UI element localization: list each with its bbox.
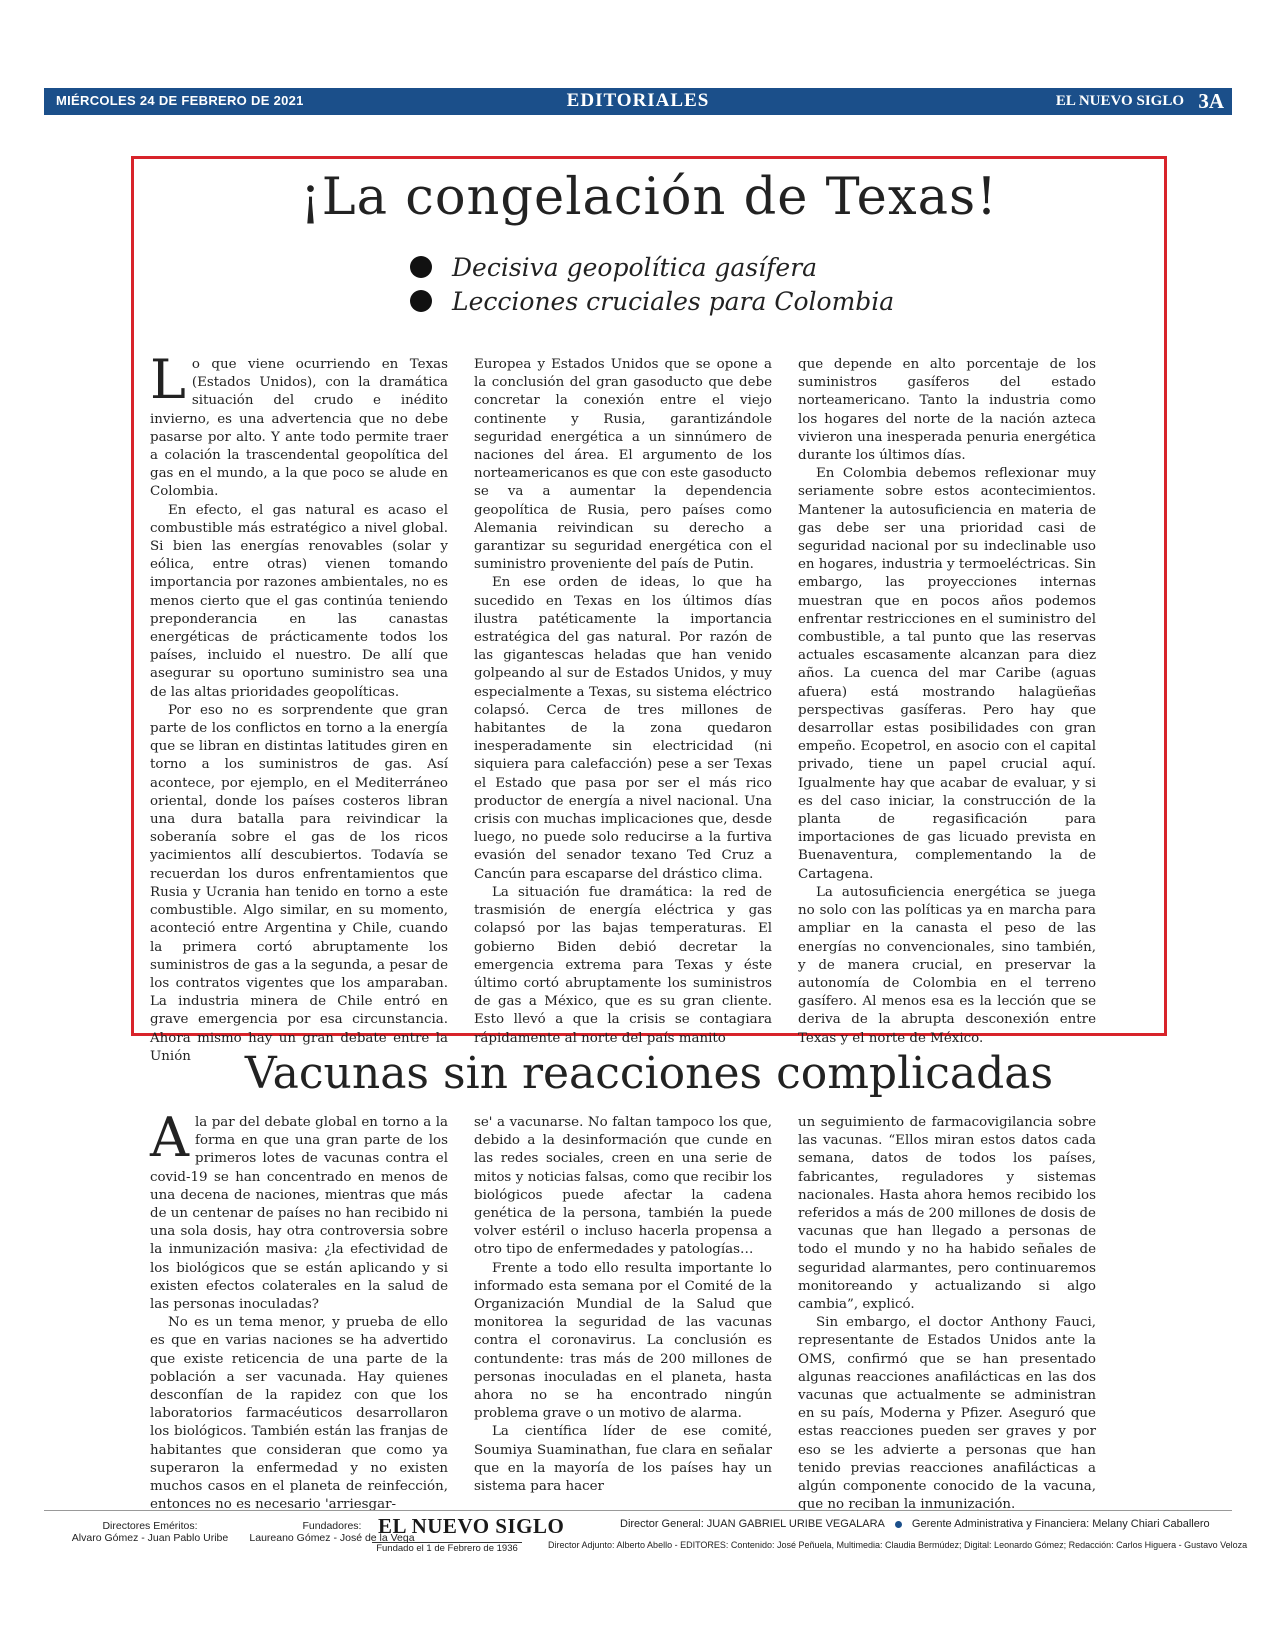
founded-line: Fundado el 1 de Febrero de 1936: [372, 1542, 522, 1554]
director-general: Director General: JUAN GABRIEL URIBE VEGALARA: [620, 1518, 885, 1530]
paragraph: En efecto, el gas natural es acaso el combustible más estratégico a nivel global. Si bien las energías renovables (solar y eólica, entre otras) vienen tomando importancia por razones ambientales, no es menos cierto que el gas continúa teniendo preponderancia en las canastas energéticas de prácticamente todos los países, incluido el nuestro. De allí que asegurar su oportuno suministro sea una de las altas prioridades geopolíticas.: [150, 502, 448, 700]
footer-divider: [44, 1510, 1232, 1511]
paragraph: En ese orden de ideas, lo que ha sucedido en Texas en los últimos días ilustra patéticamente la importancia estratégica del gas natural. Por razón de las gigantescas heladas que han venido golpeando al sur de Estados Unidos, y muy especialmente a Texas, su sistema eléctrico colapsó. Cerca de tres millones de habitantes de la zona quedaron inesperadamente sin electricidad (ni siquiera para calefacción) pese a ser Texas el Estado que pasa por ser el más rico productor de energía a nivel nacional. Una crisis con muchas implicaciones que, desde luego, no puede solo reducirse a la furtiva evasión del senador texano Ted Cruz a Cancún para escaparse del drástico clima.: [474, 575, 772, 882]
paragraph: que depende en alto porcentaje de los suministros gasíferos del estado norteamericano. Tanto la industria como los hogares del norte de la nación azteca vivieron una inesperada penuria energética durante los últimos días.: [798, 357, 1096, 464]
paragraph: La autosuficiencia energética se juega no solo con las políticas ya en marcha para ampliar en la canasta el peso de las energías no convencionales, sino también, y de manera crucial, en preservar la autonomía de Colombia en el terreno gasífero. Al menos esa es la lección que se deriva de la abrupta desconexión entre Texas y el norte de México.: [798, 884, 1096, 1046]
paragraph: [150, 1106, 448, 1314]
subhead-text: Lecciones cruciales para Colombia: [452, 286, 895, 316]
directors-label: Directores Eméritos:: [102, 1520, 198, 1532]
founders-label: Fundadores:: [302, 1520, 362, 1532]
drop-cap: L: [150, 348, 186, 411]
editorial-subheads: [410, 250, 894, 318]
directors-block: [50, 1520, 250, 1544]
section-header-bar: [44, 88, 1232, 115]
paragraph: se' a vacunarse. No faltan tampoco los que, debido a la desinformación que cunde en las redes sociales, creen en una serie de mitos y noticias falsas, como que recibir los biológicos puede afectar la cadena genética de la persona, también la puede volver estéril o incluso hacerla propensa a otro tipo de enfermedades y patologías…: [474, 1115, 772, 1258]
section-name: EDITORIALES: [566, 90, 710, 111]
masthead-line: [620, 1518, 1210, 1530]
paragraph: La científica líder de ese comité, Soumiya Suaminathan, fue clara en señalar que en la mayoría de los países hay un sistema para hacer: [474, 1424, 772, 1495]
editorial2-column-2: [474, 1114, 772, 1496]
paragraph: [150, 348, 448, 502]
paragraph-text: la par del debate global en torno a la forma en que una gran parte de los primeros lotes de vacunas contra el covid-19 se han concentrado en menos de una decena de naciones, mientras que más de un centenar de países no han recibido ni una sola dosis, hay otra controversia sobre la inmunización masiva: ¿la efectividad de los biológicos que se están aplicando y si existen efectos colaterales en la salud de las personas inoculadas?: [150, 1115, 448, 1313]
editorial-title: Vacunas sin reacciones complicadas: [244, 1048, 1054, 1099]
paragraph-text: o que viene ocurriendo en Texas (Estados Unidos), con la dramática situación del crudo e inédito invierno, es una advertencia que no debe pasarse por alto. Y ante todo permite traer a colación la trascendental geopolítica del gas en el mundo, a la que poco se alude en Colombia.: [150, 357, 448, 500]
editorial2-column-3: [798, 1114, 1096, 1514]
paragraph: En Colombia debemos reflexionar muy seriamente sobre estos acontecimientos. Mantener la autosuficiencia en materia de gas debe ser una prioridad casi de seguridad nacional por su indeclinable uso en hogares, industria y termoeléctricas. Sin embargo, las proyecciones internas muestran que en pocos años podemos enfrentar restricciones en el suministro del combustible, a tal punto que las reservas actuales escasamente alcanzan para diez años. La cuenca del mar Caribe (aguas afuera) está mostrando halagüeñas perspectivas gasíferas. Pero hay que desarrollar estas posibilidades con gran empeño. Ecopetrol, en asocio con el capital privado, tiene un papel crucial aquí. Igualmente hay que acabar de evaluar, y si es del caso iniciar, la construcción de la planta de regasificación para importaciones de gas licuado prevista en Buenaventura, complementando la de Cartagena.: [798, 466, 1096, 882]
bullet-dot-icon: [410, 256, 432, 278]
paragraph: Frente a todo ello resulta importante lo informado esta semana por el Comité de la Organización Mundial de la Salud que monitorea la seguridad de las vacunas contra el coronavirus. La conclusión es contundente: tras más de 200 millones de personas inoculadas en el planeta, hasta ahora no se ha encontrado ningún problema grave o un motivo de alarma.: [474, 1260, 772, 1422]
separator-dot-icon: [895, 1521, 902, 1528]
paragraph: Europea y Estados Unidos que se opone a la conclusión del gran gasoducto que debe concretar la conexión entre el viejo continente y Rusia, garantizándole seguridad energética a un sinnúmero de naciones del área. El argumento de los norteamericanos es que con este gasoducto se va a aumentar la dependencia geopolítica de Rusia, pero países como Alemania reivindican su derecho a garantizar su seguridad energética con el suministro proveniente del país de Putin.: [474, 357, 772, 573]
editorial2-column-1: [150, 1106, 448, 1514]
paragraph: un seguimiento de farmacovigilancia sobre las vacunas. “Ellos miran estos datos cada semana, datos de todos los países, fabricantes, reguladores y sistemas nacionales. Hasta ahora hemos recibido los referidos a más de 200 millones de dosis de vacunas que han llegado a personas de todo el mundo y no ha habido señales de seguridad alarmantes, pero continuaremos monitoreando y actualizando si algo cambia”, explicó.: [798, 1115, 1096, 1313]
directors-names: Alvaro Gómez - Juan Pablo Uribe: [71, 1532, 229, 1544]
paragraph: No es un tema menor, y prueba de ello es que en varias naciones se ha advertido que existe reticencia de una parte de la población a ser vacunada. Hay quienes desconfían de la rapidez con que los laboratorios farmacéuticos desarrollaron los biológicos. También están las franjas de habitantes que consideran que como ya superaron la enfermedad y no existen muchos casos en el planeta de reinfección, entonces no es necesario 'arriesgar-: [150, 1315, 448, 1513]
newspaper-logo: EL NUEVO SIGLO: [378, 1514, 565, 1538]
editors-line: Director Adjunto: Alberto Abello - EDITORES: Contenido: José Peñuela, Multimedia: Claudia Bermúdez; Digital: Leonardo Gómez; Redacción: Carlos Higuera - Gustavo Veloza: [548, 1540, 1248, 1550]
editorial-column-2: [474, 356, 772, 1048]
bullet-dot-icon: [410, 290, 432, 312]
paragraph: La situación fue dramática: la red de trasmisión de energía eléctrica y gas colapsó por las bajas temperaturas. El gobierno Biden debió decretar la emergencia extrema para Texas y éste último cortó abruptamente los suministros de gas a México, que es su gran cliente. Esto llevó a que la crisis se contagiara rápidamente al norte del país manito: [474, 884, 772, 1046]
editorial-title: ¡La congelación de Texas!: [300, 168, 998, 227]
subhead-item: [410, 250, 894, 284]
drop-cap: A: [150, 1106, 189, 1169]
paragraph: Sin embargo, el doctor Anthony Fauci, representante de Estados Unidos ante la OMS, confirmó que se han presentado algunas reacciones anafilácticas en las dos vacunas que actualmente se administran en su país, Moderna y Pfizer. Aseguró que estas reacciones pueden ser graves y por eso se les advierte a personas que han tenido previas reacciones anafilácticas a algún componente conocido de la vacuna, que no reciban la inmunización.: [798, 1315, 1096, 1513]
subhead-text: Decisiva geopolítica gasífera: [452, 252, 818, 282]
newspaper-name: EL NUEVO SIGLO: [1055, 93, 1184, 109]
page-number: 3A: [1198, 89, 1224, 113]
founders-names: Laureano Gómez - José de la Vega: [249, 1532, 415, 1544]
editorial-column-1: [150, 348, 448, 1066]
paragraph: Por eso no es sorprendente que gran parte de los conflictos en torno a la energía que se libran en distintas latitudes giren en torno a los suministros de gas. Así acontece, por ejemplo, en el Mediterráneo oriental, donde los países costeros libran una dura batalla para reivindicar la soberanía sobre el gas de los ricos yacimientos allí descubiertos. Todavía se recuerdan los duros enfrentamientos que Rusia y Ucrania han tenido en torno a este combustible. Algo similar, en su momento, aconteció entre Argentina y Chile, cuando la primera cortó abruptamente los suministros de gas a la segunda, a pesar de los contratos vigentes que los amparaban. La industria minera de Chile entró en grave emergencia por esa circunstancia. Ahora mismo hay un gran debate entre la Unión: [150, 702, 448, 1064]
editorial-column-3: [798, 356, 1096, 1048]
issue-date: MIÉRCOLES 24 DE FEBRERO DE 2021: [56, 93, 304, 108]
subhead-item: [410, 284, 894, 318]
manager: Gerente Administrativa y Financiera: Melany Chiari Caballero: [911, 1518, 1210, 1530]
